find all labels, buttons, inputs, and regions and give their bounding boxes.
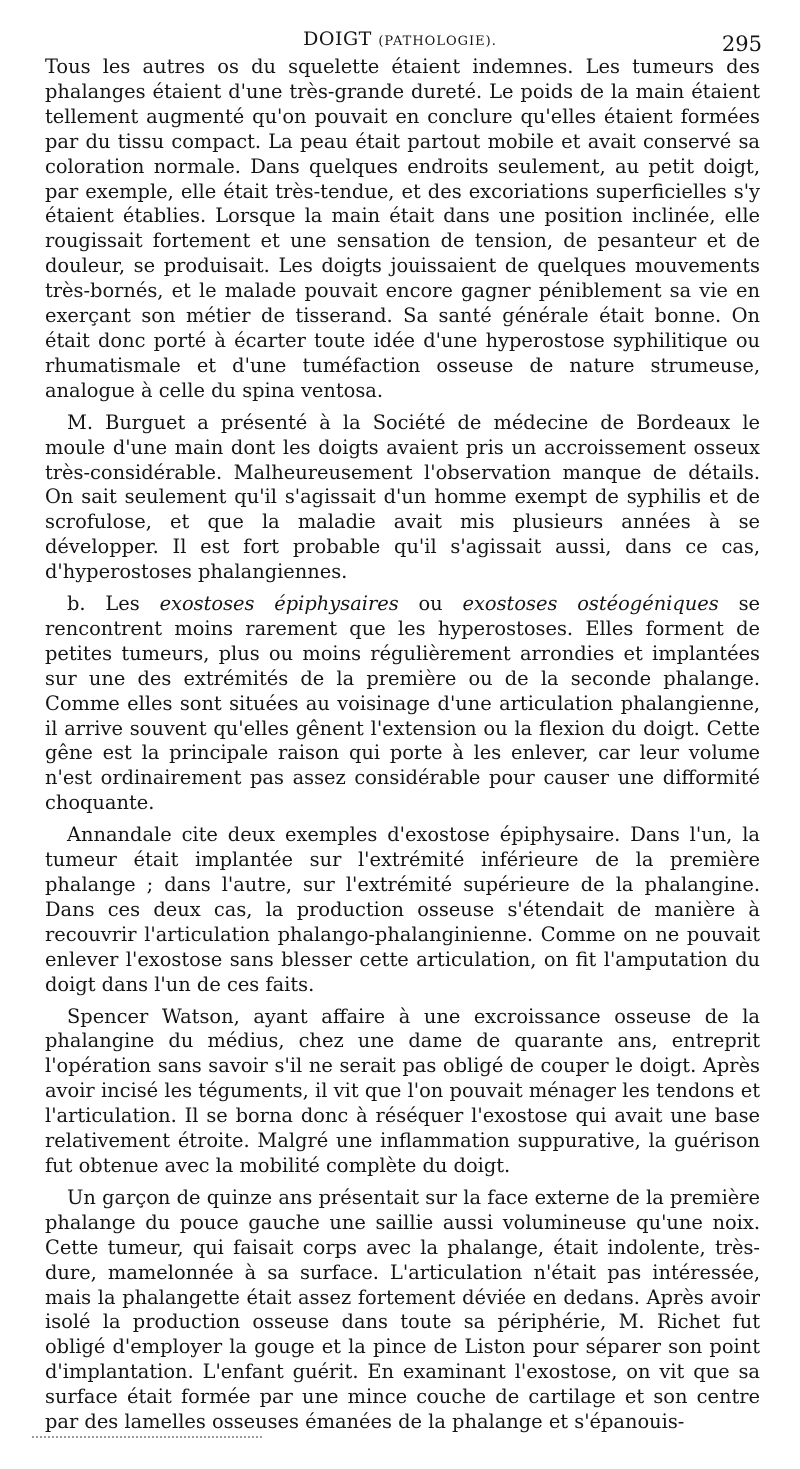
paragraph-body: moins rarement que les hyperostoses. Elles forment de petites tumeurs, plus ou moins régulièrement arrondies et implantées sur une des extrémités de la première ou de la seconde phalange. Comme elles sont situées au voisinage d'une articulation phalangienne, il arrive souvent qu'elles gênent l'extension ou la flexion du doigt. Cette gêne est la principale raison qui porte à les enlever, car leur volume n'est ordinairement pas assez considérable pour causer une difformité choquante. xyxy=(45,616,760,815)
intro-tail: se rencontrent xyxy=(45,592,760,640)
paragraph-exostoses-epiphysaires xyxy=(45,592,760,816)
page-number: 295 xyxy=(721,32,762,56)
paragraph-burguet: M. Burguet a présenté à la Société de médecine de Bordeaux le moule d'une main dont les doigts avaient pris un accroissement osseux très-considérable. Malheureusement l'observation manque de détails. On sait seulement qu'il s'agissait d'un homme exempt de syphilis et de scrofulose, et que la maladie avait mis plusieurs années à se développer. Il est fort probable qu'il s'agissait aussi, dans ce cas, d'hyperostoses phalangiennes. xyxy=(45,410,760,584)
term-exostoses-epiphysaires: exostoses épiphysaires xyxy=(159,592,399,616)
paragraph-annandale: Annandale cite deux exemples d'exostose épiphysaire. Dans l'un, la tumeur était implantée sur l'extrémité inférieure de la première phalange ; dans l'autre, sur l'extrémité supérieure de la phalangine. Dans ces deux cas, la production osseuse s'étendait de manière à recouvrir l'articulation phalango-phalanginienne. Comme on ne pouvait enlever l'exostose sans blesser cette articulation, on fit l'amputation du doigt dans l'un de ces faits. xyxy=(45,823,760,996)
page-header xyxy=(0,26,800,56)
intro-lead: Les xyxy=(105,592,140,616)
intro-conjunction: ou xyxy=(418,592,443,616)
running-head-title: DOIGT xyxy=(303,28,372,50)
running-head-subtitle: (PATHOLOGIE). xyxy=(378,34,497,49)
paragraph-richet: Un garçon de quinze ans présentait sur la face externe de la première phalange du pouce gauche une saillie aussi volumineuse qu'une noix. Cette tumeur, qui faisait corps avec la phalange, était indolente, très-dure, mamelonnée à sa surface. L'articulation n'était pas intéressée, mais la phalangette était assez fortement déviée en dedans. Après avoir isolé la production osseuse dans toute sa périphérie, M. Richet fut obligé d'employer la gouge et la pince de Liston pour séparer son point d'implantation. L'enfant guérit. En examinant l'exostose, on vit que sa surface était formée par une mince couche de cartilage et son centre par des lamelles osseuses émanées de la phalange et s'épanouis- xyxy=(45,1185,760,1434)
paragraph-tumeurs-phalanges: Tous les autres os du squelette étaient indemnes. Les tumeurs des phalanges étaient d'une très-grande dureté. Le poids de la main étaient tellement augmenté qu'on pouvait en conclure qu'elles étaient formées par du tissu compact. La peau était partout mobile et avait conservé sa coloration normale. Dans quelques endroits seulement, au petit doigt, par exemple, elle était très-tendue, et des excoriations superficielles s'y étaient établies. Lorsque la main était dans une position inclinée, elle rougissait fortement et une sensation de tension, de pesanteur et de douleur, se produisait. Les doigts jouissaient de quelques mouvements très-bornés, et le malade pouvait encore gagner péniblement sa vie en exerçant son métier de tisserand. Sa santé générale était bonne. On était donc porté à écarter toute idée d'une hyperostose syphilitique ou rhumatismale et d'une tuméfaction osseuse de nature strumeuse, analogue à celle du spina ventosa. xyxy=(45,55,760,402)
footer-rule xyxy=(32,1436,262,1438)
term-exostoses-osteogeniques: exostoses ostéogéniques xyxy=(462,592,719,616)
body-text xyxy=(45,55,760,1442)
section-letter: b. xyxy=(67,592,86,616)
running-head xyxy=(0,28,800,50)
paragraph-spencer-watson: Spencer Watson, ayant affaire à une excroissance osseuse de la phalangine du médius, chez une dame de quarante ans, entreprit l'opération sans savoir s'il ne serait pas obligé de couper le doigt. Après avoir incisé les téguments, il vit que l'on pouvait ménager les tendons et l'articulation. Il se borna donc à réséquer l'exostose qui avait une base relativement étroite. Malgré une inflammation suppurative, la guérison fut obtenue avec la mobilité complète du doigt. xyxy=(45,1004,760,1177)
